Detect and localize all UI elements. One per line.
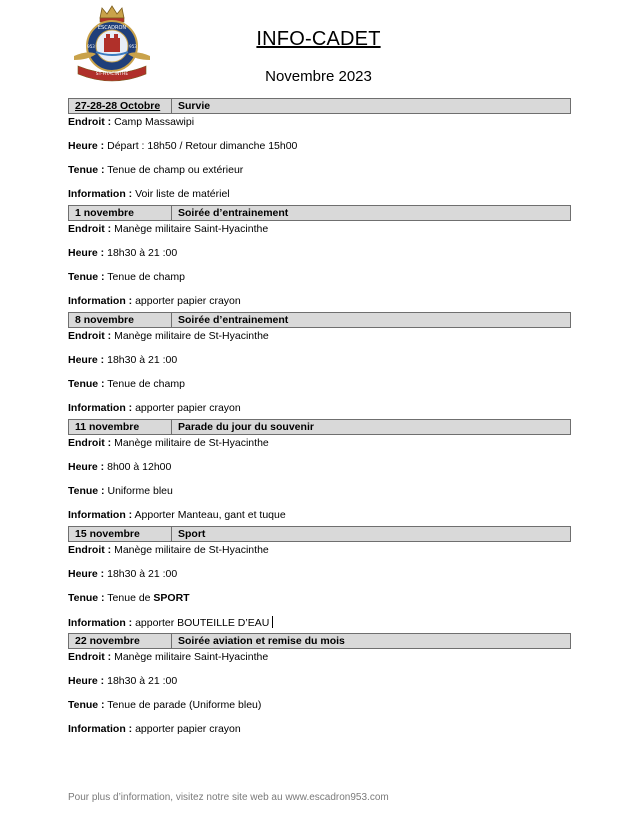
field-label: Heure : bbox=[68, 140, 105, 152]
event-date: 8 novembre bbox=[69, 313, 172, 327]
event-block bbox=[68, 419, 571, 522]
field-value: apporter BOUTEILLE D’EAU bbox=[135, 617, 270, 629]
event-field-tenue bbox=[68, 699, 571, 712]
event-name: Soirée d’entrainement bbox=[178, 314, 289, 326]
event-header-bar bbox=[68, 633, 571, 649]
crest-ribbon-text: ST-HYACINTHE bbox=[95, 72, 129, 77]
field-label: Endroit : bbox=[68, 330, 112, 342]
event-date: 27-28-28 Octobre bbox=[69, 99, 172, 113]
event-field-information bbox=[68, 402, 571, 415]
event-field-heure bbox=[68, 354, 571, 367]
event-field-information bbox=[68, 188, 571, 201]
event-block bbox=[68, 98, 571, 201]
field-value: Manège militaire de St-Hyacinthe bbox=[114, 330, 269, 342]
field-label: Information : bbox=[68, 188, 133, 200]
field-label: Tenue : bbox=[68, 699, 105, 711]
field-label: Endroit : bbox=[68, 437, 112, 449]
field-label: Information : bbox=[68, 723, 133, 735]
event-field-endroit bbox=[68, 223, 571, 236]
field-label: Tenue : bbox=[68, 592, 105, 604]
field-value: Tenue de champ bbox=[107, 271, 185, 283]
event-field-endroit bbox=[68, 330, 571, 343]
field-value: 18h30 à 21 :00 bbox=[107, 568, 178, 580]
event-field-endroit bbox=[68, 651, 571, 664]
page-subtitle: Novembre 2023 bbox=[265, 68, 372, 85]
event-block bbox=[68, 312, 571, 415]
field-value: Manège militaire Saint-Hyacinthe bbox=[114, 651, 269, 663]
crest-top-text: ESCADRON bbox=[97, 25, 127, 31]
event-field-information bbox=[68, 616, 571, 629]
event-field-tenue bbox=[68, 164, 571, 177]
field-label: Heure : bbox=[68, 675, 105, 687]
field-value: Tenue de bbox=[107, 592, 154, 604]
field-label: Information : bbox=[68, 402, 133, 414]
events-list bbox=[68, 98, 571, 736]
crest-number-right: 953 bbox=[129, 44, 137, 49]
event-field-heure bbox=[68, 140, 571, 153]
event-block bbox=[68, 205, 571, 308]
event-name: Soirée d’entrainement bbox=[178, 207, 289, 219]
field-label: Heure : bbox=[68, 247, 105, 259]
footer-note: Pour plus d’information, visitez notre site web au www.escadron953.com bbox=[68, 792, 389, 803]
event-date: 15 novembre bbox=[69, 527, 172, 541]
event-header-bar bbox=[68, 205, 571, 221]
field-value: Manège militaire Saint-Hyacinthe bbox=[114, 223, 269, 235]
field-value: apporter papier crayon bbox=[135, 402, 241, 414]
field-label: Information : bbox=[68, 295, 133, 307]
field-value: 18h30 à 21 :00 bbox=[107, 247, 178, 259]
field-value: Camp Massawipi bbox=[114, 116, 195, 128]
field-value: Voir liste de matériel bbox=[135, 188, 230, 200]
field-value: Apporter Manteau, gant et tuque bbox=[134, 509, 286, 521]
field-value: Manège militaire de St-Hyacinthe bbox=[114, 437, 269, 449]
field-value: apporter papier crayon bbox=[135, 295, 241, 307]
event-field-tenue bbox=[68, 485, 571, 498]
field-label: Tenue : bbox=[68, 271, 105, 283]
event-field-tenue bbox=[68, 271, 571, 284]
field-label: Endroit : bbox=[68, 651, 112, 663]
event-name: Soirée aviation et remise du mois bbox=[178, 635, 345, 647]
event-block bbox=[68, 526, 571, 629]
crest-number-left: 953 bbox=[87, 44, 95, 49]
field-label: Tenue : bbox=[68, 378, 105, 390]
field-label: Endroit : bbox=[68, 223, 112, 235]
event-name: Parade du jour du souvenir bbox=[178, 421, 314, 433]
event-date: 1 novembre bbox=[69, 206, 172, 220]
field-label: Heure : bbox=[68, 354, 105, 366]
field-value: Uniforme bleu bbox=[107, 485, 173, 497]
field-value: Tenue de champ bbox=[107, 378, 185, 390]
event-field-information bbox=[68, 509, 571, 522]
field-value: Départ : 18h50 / Retour dimanche 15h00 bbox=[107, 140, 298, 152]
event-date: 22 novembre bbox=[69, 634, 172, 648]
crown-icon bbox=[100, 6, 124, 22]
field-label: Heure : bbox=[68, 461, 105, 473]
field-value: apporter papier crayon bbox=[135, 723, 241, 735]
event-block bbox=[68, 633, 571, 736]
page-title: INFO-CADET bbox=[256, 28, 381, 50]
event-field-heure bbox=[68, 461, 571, 474]
event-field-tenue bbox=[68, 378, 571, 391]
field-label: Tenue : bbox=[68, 485, 105, 497]
field-value: Tenue de parade (Uniforme bleu) bbox=[107, 699, 262, 711]
field-value: 18h30 à 21 :00 bbox=[107, 354, 178, 366]
field-value: Tenue de champ ou extérieur bbox=[107, 164, 244, 176]
event-header-bar bbox=[68, 312, 571, 328]
event-date: 11 novembre bbox=[69, 420, 172, 434]
field-label: Tenue : bbox=[68, 164, 105, 176]
event-field-heure bbox=[68, 675, 571, 688]
event-field-heure bbox=[68, 568, 571, 581]
event-header-bar bbox=[68, 98, 571, 114]
event-field-information bbox=[68, 295, 571, 308]
event-field-information bbox=[68, 723, 571, 736]
event-field-heure bbox=[68, 247, 571, 260]
event-field-endroit bbox=[68, 437, 571, 450]
field-value: Manège militaire de St-Hyacinthe bbox=[114, 544, 269, 556]
event-field-tenue bbox=[68, 592, 571, 605]
field-label: Endroit : bbox=[68, 116, 112, 128]
event-name: Sport bbox=[178, 528, 206, 540]
field-value-emphasis: SPORT bbox=[153, 592, 190, 604]
field-label: Heure : bbox=[68, 568, 105, 580]
event-field-endroit bbox=[68, 544, 571, 557]
text-cursor bbox=[272, 616, 273, 628]
event-field-endroit bbox=[68, 116, 571, 129]
event-header-bar bbox=[68, 526, 571, 542]
field-label: Information : bbox=[68, 617, 133, 629]
field-label: Information : bbox=[68, 509, 133, 521]
field-label: Endroit : bbox=[68, 544, 112, 556]
field-value: 8h00 à 12h00 bbox=[107, 461, 172, 473]
event-name: Survie bbox=[178, 100, 211, 112]
field-value: 18h30 à 21 :00 bbox=[107, 675, 178, 687]
event-header-bar bbox=[68, 419, 571, 435]
